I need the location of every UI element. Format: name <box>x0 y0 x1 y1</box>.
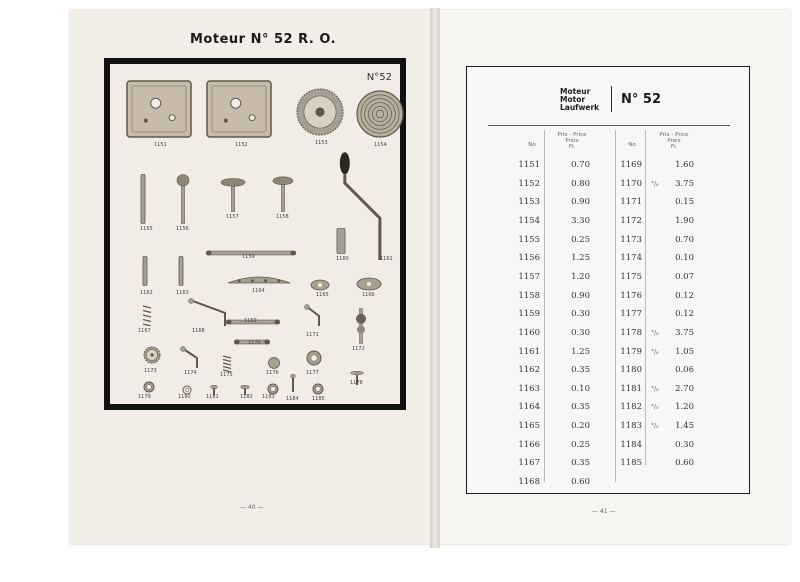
part-number-label: 1152 <box>235 142 248 148</box>
rod-icon <box>140 174 146 224</box>
col-price-line-1: Prix - Price <box>557 132 587 138</box>
bracket-icon <box>226 270 292 284</box>
item-price: 0.15 <box>675 197 694 208</box>
item-number: 1153 <box>518 197 540 208</box>
item-number: 1159 <box>518 309 540 320</box>
winding-crank-icon <box>334 150 388 260</box>
part-number-label: 1185 <box>312 396 325 402</box>
part-number-label: 1166 <box>362 292 375 298</box>
price-list-header <box>560 88 599 112</box>
item-number: 1160 <box>518 327 540 338</box>
item-price: 2.70 <box>675 383 694 394</box>
item-number: 1185 <box>620 458 642 469</box>
part-number-label: 1167 <box>138 328 151 334</box>
bar-icon <box>226 310 280 316</box>
hook-icon <box>304 304 322 328</box>
right-page-number: — 41 — <box>592 508 616 515</box>
item-number: 1171 <box>620 197 642 208</box>
item-price: 1.20 <box>675 402 694 413</box>
part-number-label: 1157 <box>226 214 239 220</box>
left-page-title: Moteur N° 52 R. O. <box>190 32 337 47</box>
col-price-line-2: Preis <box>565 138 579 144</box>
col-no-right: No <box>628 142 636 148</box>
item-price: 1.60 <box>675 160 694 170</box>
col-price-line-3: Fr. <box>568 144 576 150</box>
item-price: 0.35 <box>571 402 590 413</box>
item-price: 1.25 <box>571 346 590 357</box>
item-price: 1.05 <box>675 346 694 357</box>
item-price: 0.10 <box>675 253 694 264</box>
gear-shaft-icon <box>272 172 294 212</box>
left-page-number: — 40 — <box>240 504 264 511</box>
col-price-right <box>648 132 700 150</box>
item-number: 1182 <box>620 402 642 413</box>
nail-icon <box>290 374 296 392</box>
item-number: 1164 <box>518 402 540 413</box>
item-number: 1179 <box>620 346 642 357</box>
item-number: 1155 <box>518 234 540 245</box>
item-price: 0.10 <box>571 383 590 394</box>
rod-icon <box>142 256 148 286</box>
washer-icon <box>312 380 324 392</box>
washer-icon <box>266 380 280 392</box>
plate-number: N°52 <box>366 72 392 83</box>
per-hundred-mark: °/₀ <box>651 385 659 393</box>
part-number-label: 1155 <box>140 226 153 232</box>
part-number-label: 1153 <box>315 140 328 146</box>
parts-plate <box>104 58 406 410</box>
item-number: 1183 <box>620 421 642 432</box>
column-divider <box>544 130 545 482</box>
part-number-label: 1163 <box>176 290 189 296</box>
item-number: 1154 <box>518 215 540 226</box>
bar-icon <box>234 330 270 336</box>
motor-plate-icon <box>126 80 192 138</box>
col-price-line-1: Prix - Price <box>659 132 689 138</box>
part-number-label: 1171 <box>306 332 319 338</box>
header-separator <box>611 86 612 112</box>
column-divider <box>645 130 646 465</box>
item-price: 0.12 <box>675 290 694 301</box>
motor-plate-icon <box>206 80 272 138</box>
item-number: 1178 <box>620 327 642 338</box>
item-price: 3.75 <box>675 327 694 338</box>
pinion-shaft-icon <box>176 168 190 224</box>
item-number: 1170 <box>620 178 642 189</box>
item-price: 0.35 <box>571 365 590 376</box>
nut-icon <box>268 354 280 366</box>
item-price: 0.90 <box>571 290 590 301</box>
item-number: 1167 <box>518 458 540 469</box>
ring-icon <box>182 380 192 390</box>
part-number-label: 1170 <box>248 340 261 346</box>
per-hundred-mark: °/₀ <box>651 423 659 431</box>
washer-icon <box>142 378 156 390</box>
part-number-label: 1179 <box>138 394 151 400</box>
part-number-label: 1184 <box>286 396 299 402</box>
gear-wheel-icon <box>296 88 344 136</box>
part-number-label: 1156 <box>176 226 189 232</box>
item-price: 0.30 <box>675 439 694 450</box>
item-price: 0.90 <box>571 197 590 208</box>
item-number: 1173 <box>620 234 642 245</box>
item-price: 1.20 <box>571 271 590 282</box>
item-price: 0.30 <box>571 327 590 338</box>
part-number-label: 1160 <box>336 256 349 262</box>
gear-shaft-icon <box>220 174 246 212</box>
col-price-line-2: Preis <box>667 138 681 144</box>
item-price: 0.25 <box>571 439 590 450</box>
part-number-label: 1159 <box>242 254 255 260</box>
item-number: 1151 <box>518 160 540 170</box>
spring-barrel-icon <box>356 90 404 138</box>
item-price: 0.35 <box>571 458 590 469</box>
item-number: 1168 <box>518 477 540 488</box>
item-number: 1166 <box>518 439 540 450</box>
lever-icon <box>188 298 228 328</box>
item-price: 1.90 <box>675 215 694 226</box>
part-number-label: 1177 <box>306 370 319 376</box>
item-number: 1180 <box>620 365 642 376</box>
header-model-number: N° 52 <box>621 92 661 107</box>
item-price: 1.45 <box>675 421 694 432</box>
item-price: 3.30 <box>571 215 590 226</box>
item-price: 0.30 <box>571 309 590 320</box>
item-number: 1163 <box>518 383 540 394</box>
col-price-left <box>546 132 598 150</box>
part-number-label: 1164 <box>252 288 265 294</box>
part-number-label: 1183 <box>262 394 275 400</box>
item-price: 0.12 <box>675 309 694 320</box>
header-line-fr: Moteur <box>560 87 591 96</box>
item-number: 1172 <box>620 215 642 226</box>
part-number-label: 1173 <box>144 368 157 374</box>
item-number: 1165 <box>518 421 540 432</box>
lever-icon <box>180 346 200 370</box>
part-number-label: 1174 <box>184 370 197 376</box>
pin-icon <box>210 380 218 390</box>
parts-plate-inner <box>110 64 400 404</box>
col-price-line-3: Fr. <box>670 144 678 150</box>
item-number: 1152 <box>518 178 540 189</box>
item-number: 1176 <box>620 290 642 301</box>
item-price: 0.70 <box>571 160 590 170</box>
item-number: 1175 <box>620 271 642 282</box>
item-number: 1158 <box>518 290 540 301</box>
item-price: 0.06 <box>675 365 694 376</box>
washer-icon <box>306 350 322 366</box>
header-line-en: Motor <box>560 95 586 104</box>
item-number: 1161 <box>518 346 540 357</box>
item-price: 3.75 <box>675 178 694 189</box>
clip-icon <box>356 276 382 290</box>
per-hundred-mark: °/₀ <box>651 348 659 356</box>
part-number-label: 1175 <box>220 372 233 378</box>
per-hundred-mark: °/₀ <box>651 329 659 337</box>
part-number-label: 1182 <box>240 394 253 400</box>
book-gutter <box>430 8 440 548</box>
item-price: 0.60 <box>571 477 590 488</box>
item-number: 1169 <box>620 160 642 170</box>
item-number: 1184 <box>620 439 642 450</box>
part-number-label: 1158 <box>276 214 289 220</box>
gear-wheel-icon <box>142 346 162 364</box>
part-number-label: 1169 <box>244 318 257 324</box>
governor-icon <box>350 308 372 344</box>
item-price: 0.20 <box>571 421 590 432</box>
part-number-label: 1176 <box>266 370 279 376</box>
part-number-label: 1151 <box>154 142 167 148</box>
pin-icon <box>240 380 250 390</box>
item-price: 0.25 <box>571 234 590 245</box>
item-price: 0.70 <box>675 234 694 245</box>
part-number-label: 1161 <box>380 256 393 262</box>
item-price: 0.80 <box>571 178 590 189</box>
item-number: 1181 <box>620 383 642 394</box>
col-no-left: No <box>528 142 536 148</box>
spring-icon <box>142 304 152 326</box>
clip-icon <box>310 276 330 288</box>
rod-icon <box>178 256 184 286</box>
item-number: 1156 <box>518 253 540 264</box>
item-number: 1174 <box>620 253 642 264</box>
item-number: 1157 <box>518 271 540 282</box>
part-number-label: 1168 <box>192 328 205 334</box>
item-number: 1177 <box>620 309 642 320</box>
part-number-label: 1180 <box>178 394 191 400</box>
header-rule <box>488 125 730 126</box>
item-price: 0.07 <box>675 271 694 282</box>
header-line-de: Laufwerk <box>560 103 600 112</box>
part-number-label: 1154 <box>374 142 387 148</box>
part-number-label: 1172 <box>352 346 365 352</box>
per-hundred-mark: °/₀ <box>651 180 659 188</box>
item-number: 1162 <box>518 365 540 376</box>
part-number-label: 1181 <box>206 394 219 400</box>
part-number-label: 1165 <box>316 292 329 298</box>
part-number-label: 1162 <box>140 290 153 296</box>
item-price: 1.25 <box>571 253 590 264</box>
per-hundred-mark: °/₀ <box>651 404 659 412</box>
bar-icon <box>206 242 296 250</box>
spring-icon <box>222 354 232 372</box>
part-number-label: 1178 <box>350 380 363 386</box>
item-price: 0.60 <box>675 458 694 469</box>
